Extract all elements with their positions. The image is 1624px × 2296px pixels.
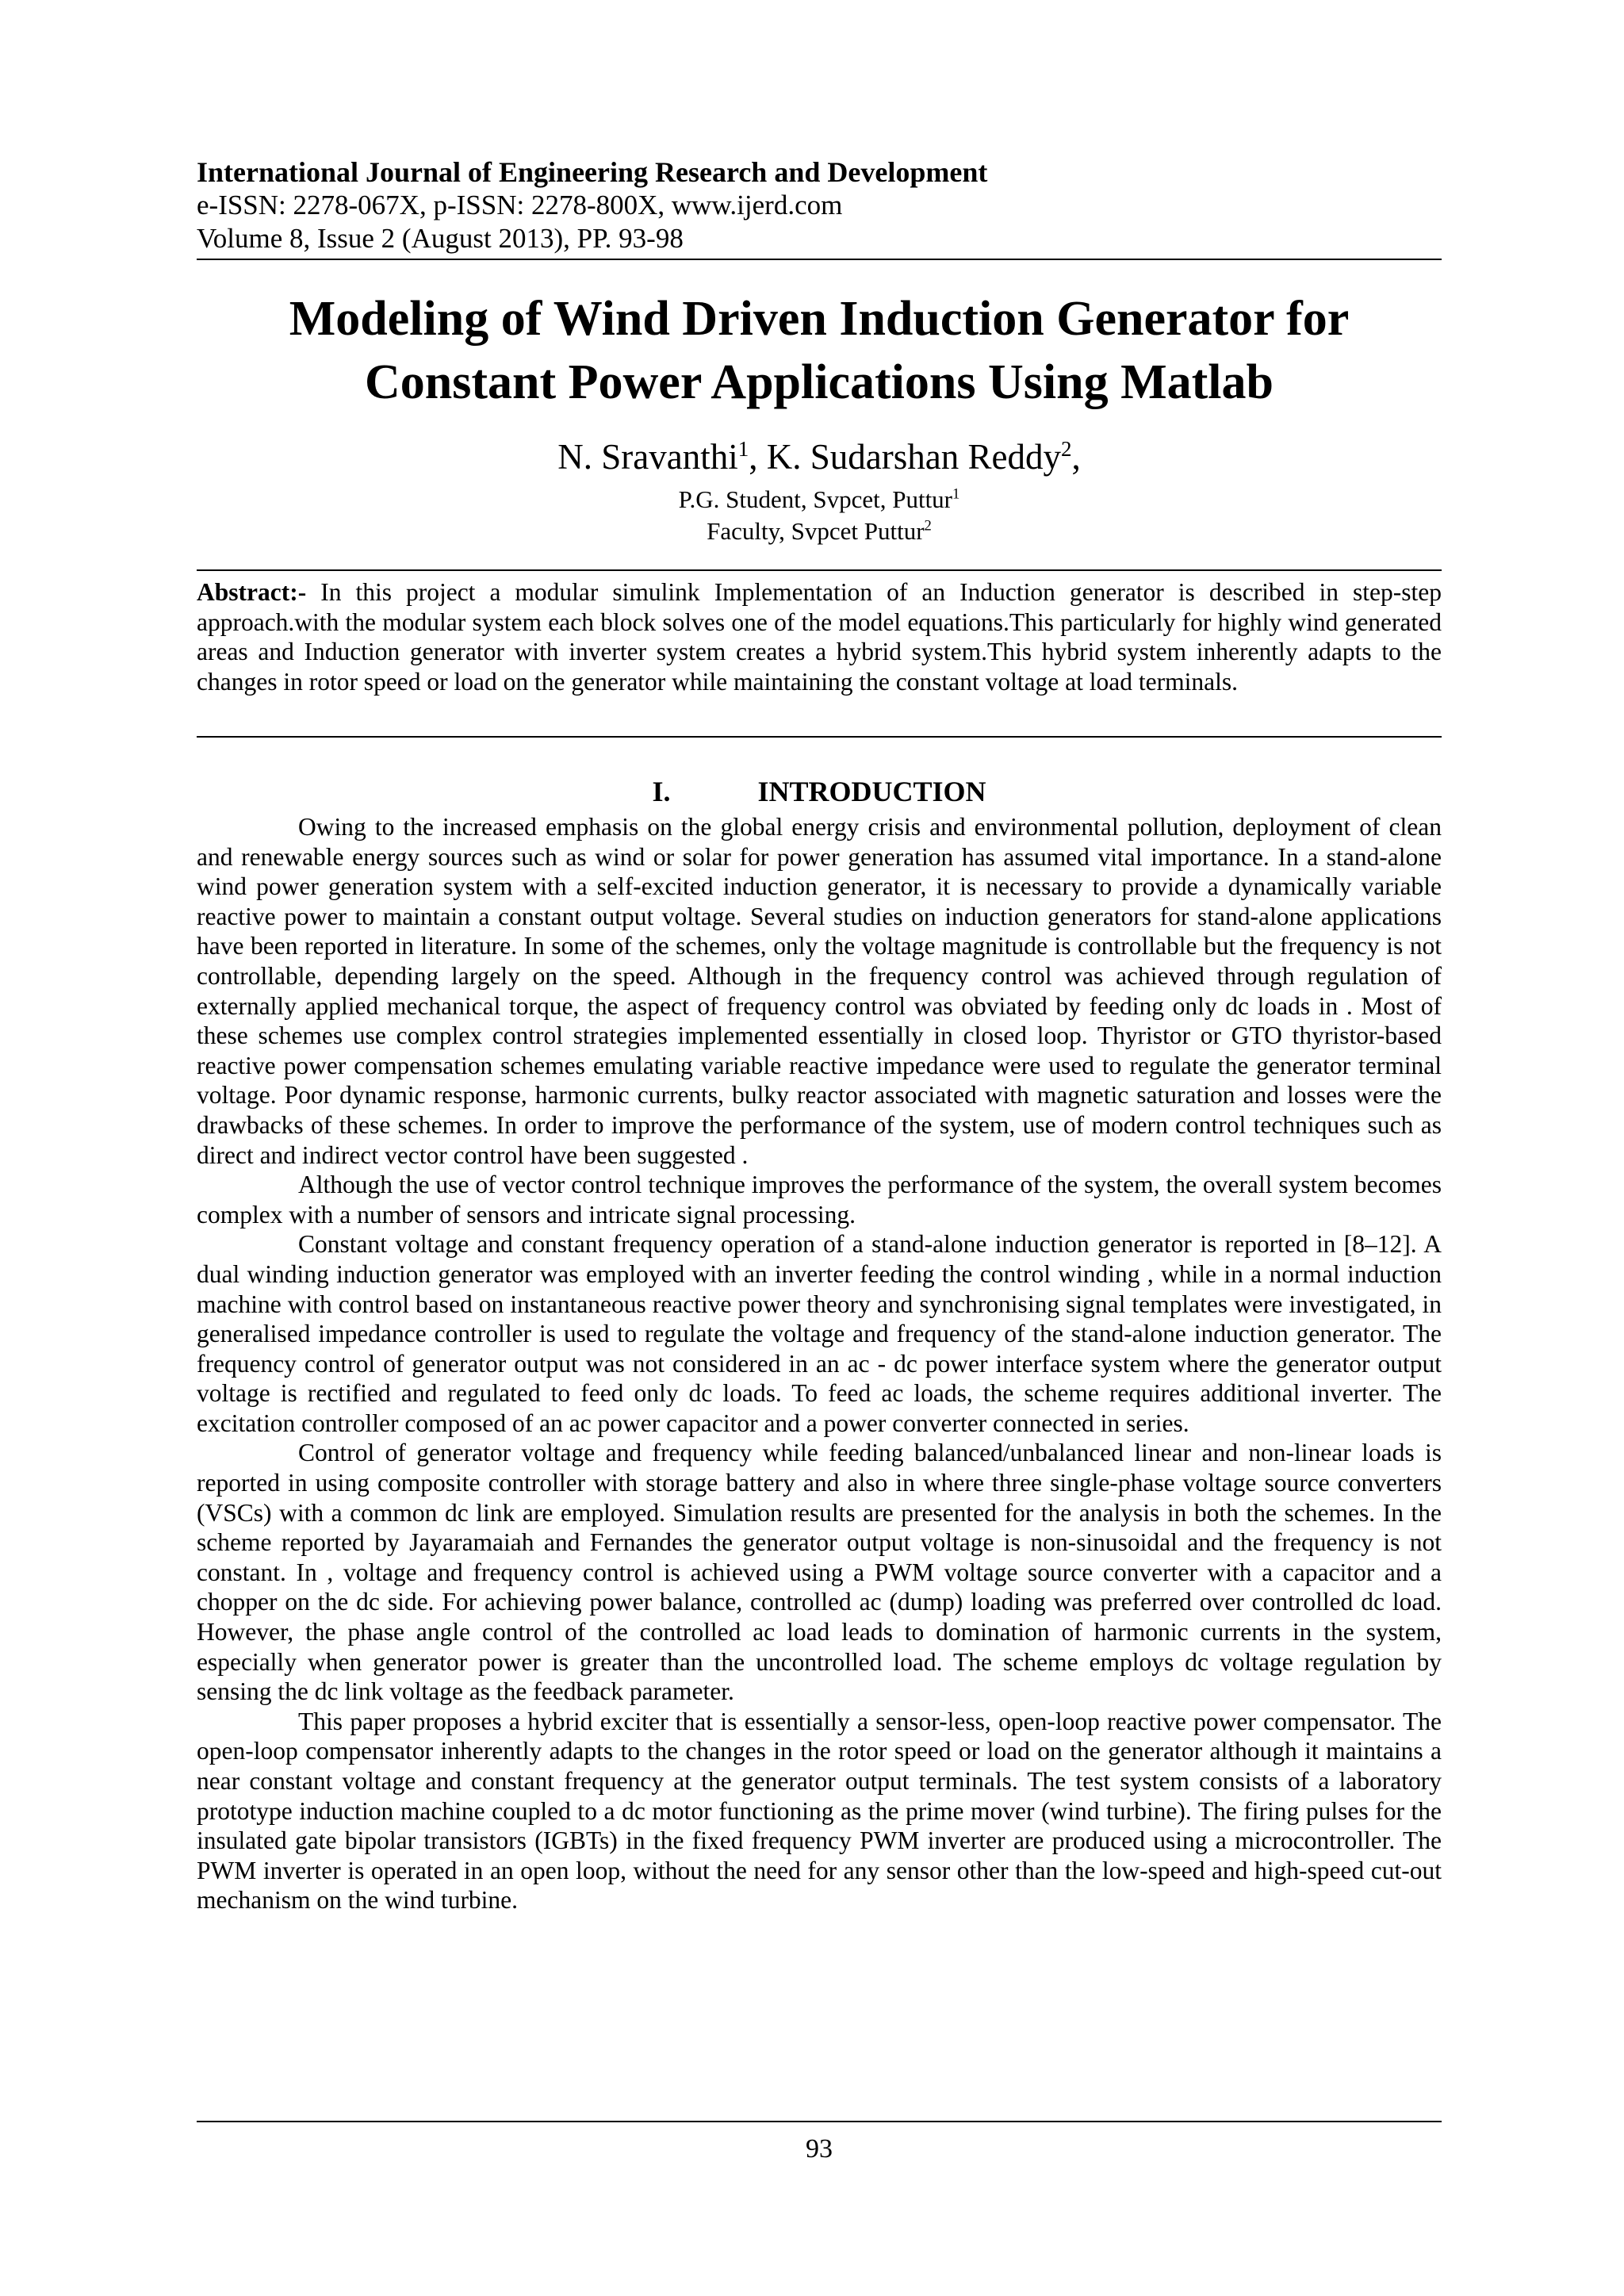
affiliation-2-text: Faculty, Svpcet Puttur [707,517,925,545]
authors [197,435,1442,479]
affiliation-2 [197,516,1442,547]
journal-header [197,155,1442,255]
author-2-sup: 2 [1060,437,1072,461]
footer-rule [197,2121,1442,2122]
page-number: 93 [806,2134,833,2164]
title-line-1: Modeling of Wind Driven Induction Generator for [289,292,1350,346]
header-rule [197,259,1442,260]
paragraph: Although the use of vector control technique improves the performance of the system, the overall system becomes complex with a number of sensors and intricate signal processing. [197,1171,1442,1228]
affiliations [197,484,1442,547]
paragraph: Control of generator voltage and frequency while feeding balanced/unbalanced linear and non-linear loads is reported in using composite controller with storage battery and also in where three single-phase voltage source converters (VSCs) with a common dc link are employed. Simulation results are presented for the analysis in both the schemes. In the scheme reported by Jayaramaiah and Fernandes the generator output voltage is non-sinusoidal and the frequency is not constant. In , voltage and frequency control is achieved using a PWM voltage source converter with a capacitor and a chopper on the dc side. For achieving power balance, controlled ac (dump) loading was preferred over controlled dc load. However, the phase angle control of the controlled ac load leads to domination of harmonic currents in the system, especially when generator power is greater than the uncontrolled load. The scheme employs dc voltage regulation by sensing the dc link voltage as the feedback parameter. [197,1439,1442,1706]
affiliation-1-text: P.G. Student, Svpcet, Puttur [678,485,953,513]
section-title: INTRODUCTION [757,776,986,807]
paper-title [197,287,1442,414]
abstract-text: In this project a modular simulink Implementation of an Induction generator is described in step-step approach.with the modular system each block solves one of the model equations.This particularly for highly wind generated areas and Induction generator with inverter system creates a hybrid system.This hybrid system inherently adapts to the changes in rotor speed or load on the generator while maintaining the constant voltage at load terminals. [197,578,1442,696]
section-heading [197,774,1442,809]
abstract-label: Abstract:- [197,578,307,606]
abstract-bottom-rule [197,736,1442,738]
author-end: , [1071,437,1081,477]
volume-line: Volume 8, Issue 2 (August 2013), PP. 93-98 [197,223,684,254]
affiliation-1 [197,484,1442,516]
author-1-sup: 1 [737,437,749,461]
affiliation-2-sup: 2 [924,517,932,535]
affiliation-1-sup: 1 [952,485,960,503]
abstract-top-rule [197,569,1442,571]
author-separator: , [749,437,767,477]
paragraph: Owing to the increased emphasis on the global energy crisis and environmental pollution, deployment of clean and renewable energy sources such as wind or solar for power generation has assumed vital importance. In a stand-alone wind power generation system with a self-excited induction generator, it is necessary to provide a dynamically variable reactive power to maintain a constant output voltage. Several studies on induction generators for stand-alone applications have been reported in literature. In some of the schemes, only the voltage magnitude is controllable but the frequency is not controllable, depending largely on the speed. Although in the frequency control was achieved through regulation of externally applied mechanical torque, the aspect of frequency control was obviated by feeding only dc loads in . Most of these schemes use complex control strategies implemented essentially in closed loop. Thyristor or GTO thyristor-based reactive power compensation schemes emulating variable reactive impedance were used to regulate the generator terminal voltage. Poor dynamic response, harmonic currents, bulky reactor associated with magnetic saturation and losses were the drawbacks of these schemes. In order to improve the performance of the system, use of modern control techniques such as direct and indirect vector control have been suggested . [197,813,1442,1169]
author-1: N. Sravanthi [557,437,738,477]
journal-name: International Journal of Engineering Research and Development [197,156,988,188]
issn-line: e-ISSN: 2278-067X, p-ISSN: 2278-800X, www.ijerd.com [197,190,843,220]
body-text [197,812,1442,1915]
author-2: K. Sudarshan Reddy [766,437,1061,477]
paragraph: Constant voltage and constant frequency operation of a stand-alone induction generator is reported in [8–12]. A dual winding induction generator was employed with an inverter feeding the control winding , while in a normal induction machine with control based on instantaneous reactive power theory and synchronising signal templates were investigated, in generalised impedance controller is used to regulate the voltage and frequency of the stand-alone induction generator. The frequency control of generator output was not considered in an ac - dc power interface system where the generator output voltage is rectified and regulated to feed only dc loads. To feed ac loads, the scheme requires additional inverter. The excitation controller composed of an ac power capacitor and a power converter connected in series. [197,1230,1442,1437]
abstract [197,577,1442,696]
section-number: I. [652,776,671,807]
paragraph: This paper proposes a hybrid exciter that is essentially a sensor-less, open-loop reactive power compensator. The open-loop compensator inherently adapts to the changes in the rotor speed or load on the generator although it maintains a near constant voltage and constant frequency at the generator output terminals. The test system consists of a laboratory prototype induction machine coupled to a dc motor functioning as the prime mover (wind turbine). The firing pulses for the insulated gate bipolar transistors (IGBTs) in the fixed frequency PWM inverter are produced using a microcontroller. The PWM inverter is operated in an open loop, without the need for any sensor other than the low-speed and high-speed cut-out mechanism on the wind turbine. [197,1707,1442,1915]
title-line-2: Constant Power Applications Using Matlab [365,355,1274,409]
